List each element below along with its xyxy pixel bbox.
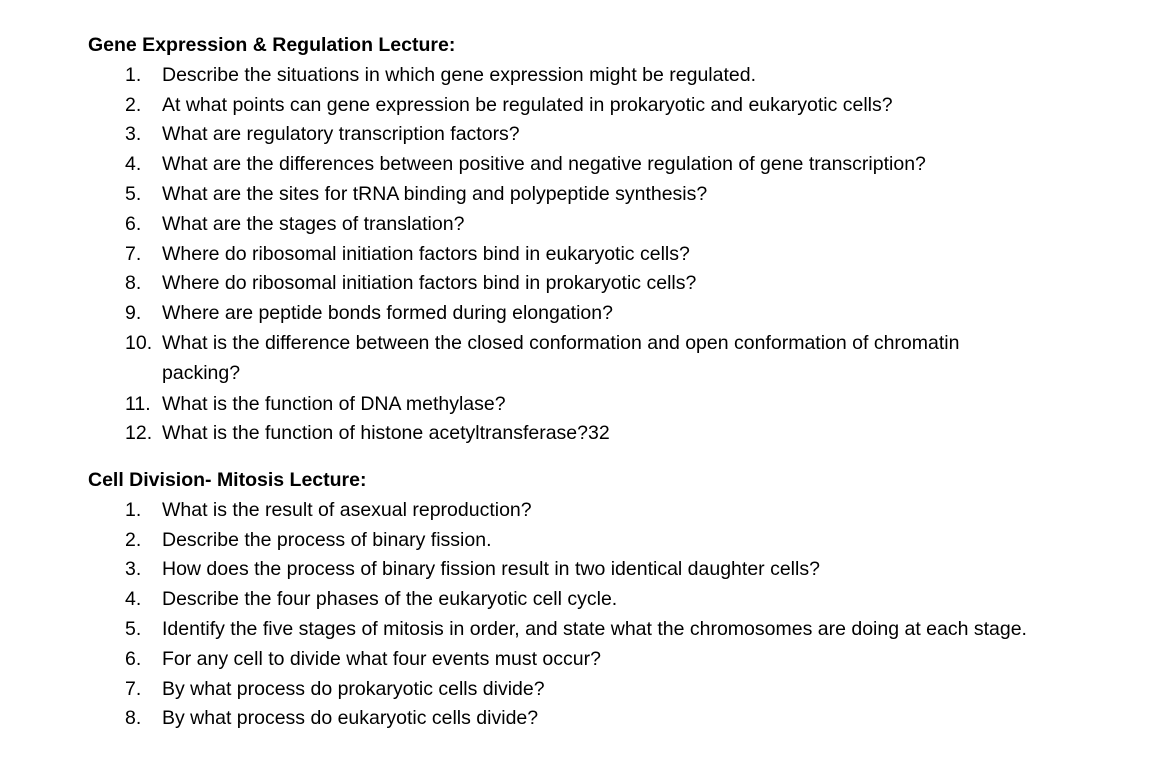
item-text: By what process do prokaryotic cells divide? bbox=[162, 677, 545, 700]
item-text: What is the function of histone acetyltransferase?32 bbox=[162, 422, 610, 445]
item-text: What is the result of asexual reproduction? bbox=[162, 498, 532, 521]
item-text: Where do ribosomal initiation factors bind in prokaryotic cells? bbox=[162, 272, 697, 295]
list-item bbox=[88, 180, 1048, 210]
item-number: 8. bbox=[125, 707, 142, 730]
list-item bbox=[88, 150, 1048, 180]
item-number: 10. bbox=[125, 331, 153, 354]
item-text: How does the process of binary fission result in two identical daughter cells? bbox=[162, 558, 820, 581]
item-number: 2. bbox=[125, 93, 142, 116]
list-item bbox=[88, 329, 1048, 389]
item-number: 1. bbox=[125, 498, 142, 521]
item-text: Describe the process of binary fission. bbox=[162, 528, 492, 551]
list-item bbox=[88, 615, 1048, 645]
item-number: 1. bbox=[125, 63, 142, 86]
item-text: Where do ribosomal initiation factors bind in eukaryotic cells? bbox=[162, 242, 690, 265]
item-number: 12. bbox=[125, 422, 153, 445]
item-number: 5. bbox=[125, 182, 142, 205]
list-item bbox=[88, 61, 1048, 91]
list-item bbox=[88, 585, 1048, 615]
item-number: 7. bbox=[125, 242, 142, 265]
item-text: What are the stages of translation? bbox=[162, 212, 465, 235]
list-item bbox=[88, 419, 1048, 449]
section-cell-division bbox=[88, 466, 1048, 734]
item-number: 11. bbox=[125, 392, 151, 415]
list-item bbox=[88, 526, 1048, 556]
item-number: 8. bbox=[125, 272, 142, 295]
list-item bbox=[88, 269, 1048, 299]
list-item bbox=[88, 496, 1048, 526]
item-number: 6. bbox=[125, 647, 142, 670]
item-number: 5. bbox=[125, 617, 142, 640]
section-heading: Gene Expression & Regulation Lecture: bbox=[88, 34, 456, 56]
item-text: Describe the situations in which gene expression might be regulated. bbox=[162, 63, 757, 86]
item-text: What are the differences between positive and negative regulation of gene transcription? bbox=[162, 153, 926, 176]
list-item bbox=[88, 210, 1048, 240]
item-number: 4. bbox=[125, 588, 142, 611]
item-text: Identify the five stages of mitosis in order, and state what the chromosomes are doing at each stage. bbox=[162, 617, 1027, 640]
list-item bbox=[88, 645, 1048, 675]
item-text: What are regulatory transcription factors? bbox=[162, 123, 520, 146]
item-number: 6. bbox=[125, 212, 142, 235]
item-number: 9. bbox=[125, 302, 142, 325]
item-text: At what points can gene expression be regulated in prokaryotic and eukaryotic cells? bbox=[162, 93, 893, 116]
item-text: Where are peptide bonds formed during elongation? bbox=[162, 302, 613, 325]
list-item bbox=[88, 240, 1048, 270]
question-list bbox=[88, 61, 1048, 449]
item-text: What is the function of DNA methylase? bbox=[162, 392, 506, 415]
list-item bbox=[88, 555, 1048, 585]
section-gene-expression bbox=[88, 31, 1048, 449]
list-item bbox=[88, 91, 1048, 121]
item-number: 3. bbox=[125, 558, 142, 581]
list-item bbox=[88, 299, 1048, 329]
section-heading: Cell Division- Mitosis Lecture: bbox=[88, 469, 367, 491]
item-number: 3. bbox=[125, 123, 142, 146]
question-list bbox=[88, 496, 1048, 734]
item-number: 2. bbox=[125, 528, 142, 551]
item-text: Describe the four phases of the eukaryotic cell cycle. bbox=[162, 588, 618, 611]
item-text: What are the sites for tRNA binding and polypeptide synthesis? bbox=[162, 182, 708, 205]
item-number: 4. bbox=[125, 153, 142, 176]
item-text: What is the difference between the closed conformation and open conformation of chromatin packing? bbox=[162, 331, 960, 384]
list-item bbox=[88, 120, 1048, 150]
list-item bbox=[88, 675, 1048, 705]
list-item bbox=[88, 704, 1048, 734]
item-text: By what process do eukaryotic cells divide? bbox=[162, 707, 539, 730]
list-item bbox=[88, 390, 1048, 420]
item-number: 7. bbox=[125, 677, 142, 700]
item-text: For any cell to divide what four events must occur? bbox=[162, 647, 601, 670]
